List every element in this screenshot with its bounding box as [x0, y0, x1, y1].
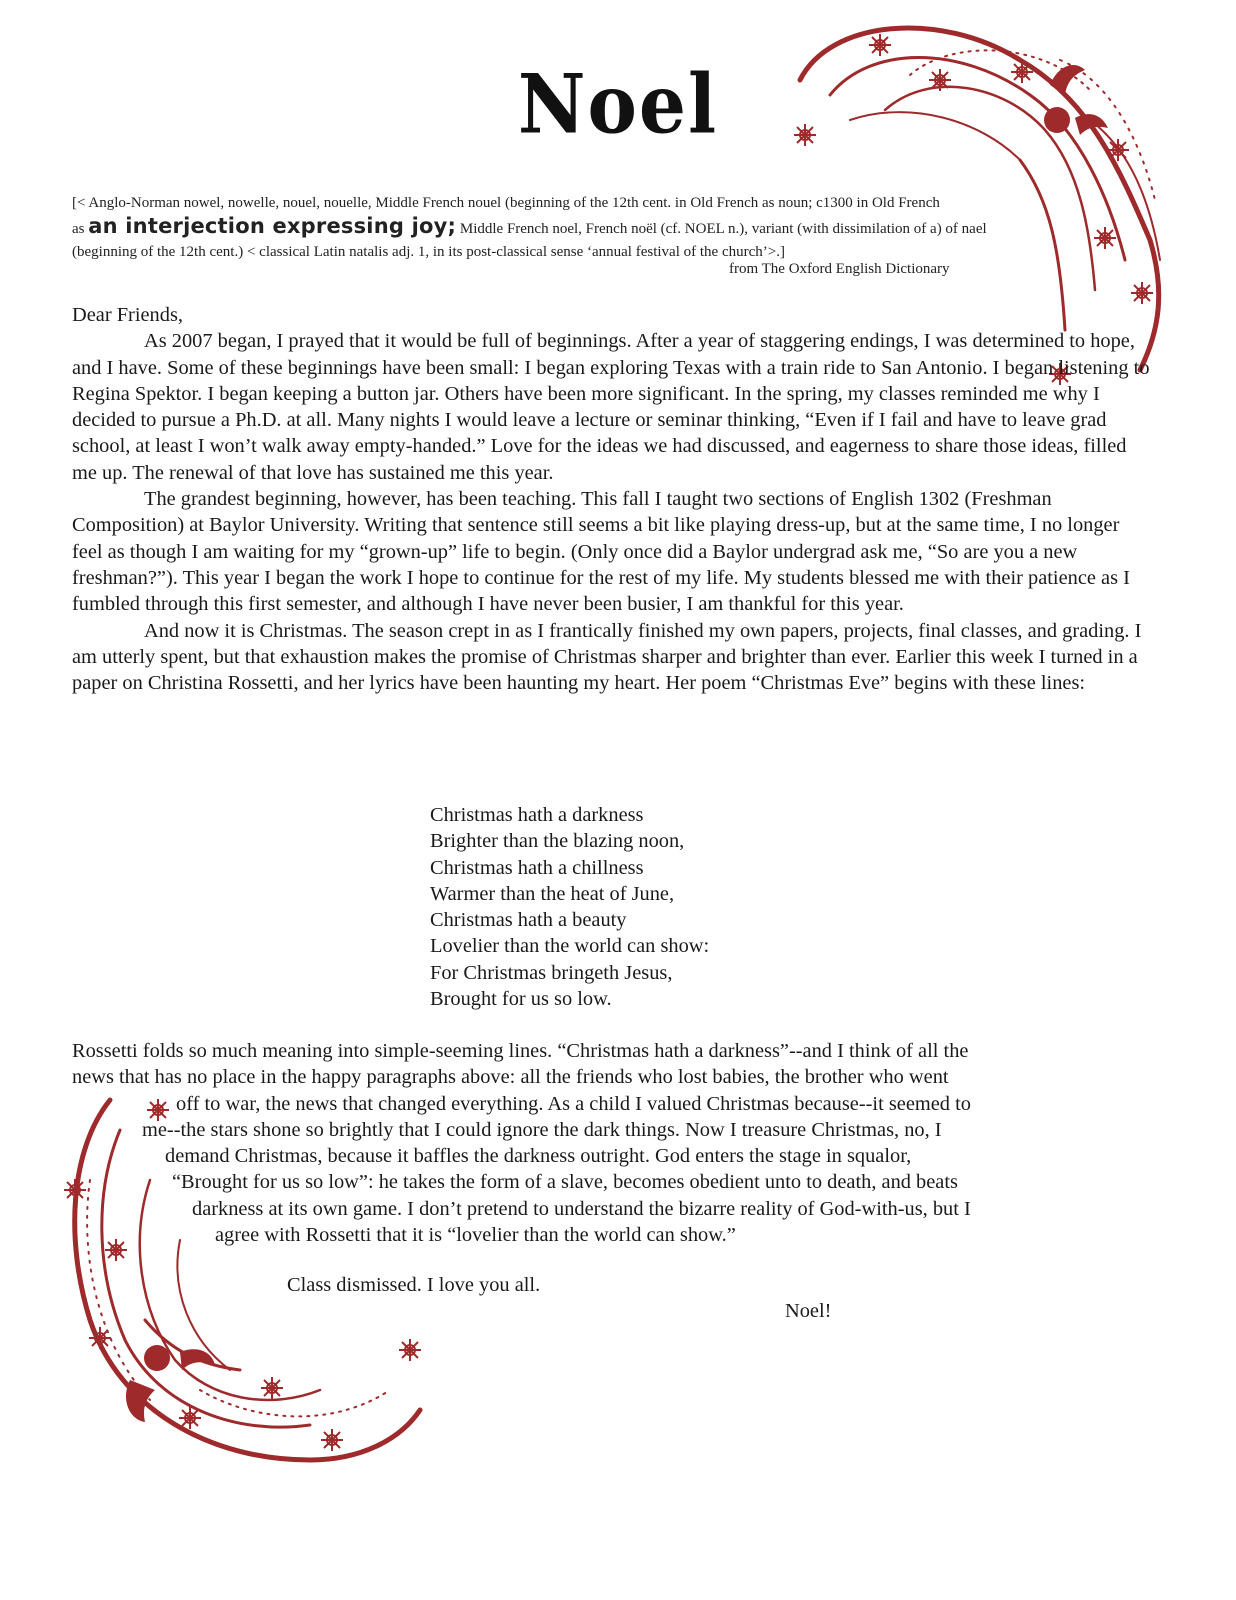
salutation: Dear Friends, [72, 304, 183, 326]
etymology-emphasis: an interjection expressing joy; [88, 214, 457, 238]
paragraph-4-line: demand Christmas, because it baffles the darkness outright. God enters the stage in squalor, [165, 1145, 912, 1168]
letter-body [72, 302, 1152, 696]
paragraph-4-line: darkness at its own game. I don’t pretend to understand the bizarre reality of God-with-us, but I [192, 1197, 971, 1220]
poem-line: Warmer than the heat of June, [430, 882, 675, 905]
paragraph-4-line: news that has no place in the happy paragraphs above: all the friends who lost babies, the brother who went [72, 1066, 949, 1089]
poem-line: Christmas hath a beauty [430, 909, 627, 932]
poem-line: Brighter than the blazing noon, [430, 830, 685, 853]
paragraph-4-line: Rossetti folds so much meaning into simple-seeming lines. “Christmas hath a darkness”--and I think of all the [72, 1040, 969, 1062]
paragraph-4-line: me--the stars shone so brightly that I could ignore the dark things. Now I treasure Christmas, no, I [142, 1118, 942, 1141]
signature: Noel! [785, 1300, 832, 1322]
paragraph-2: The grandest beginning, however, has been teaching. This fall I taught two sections of English 1302 (Freshman Composition) at Baylor University. Writing that sentence still seems a bit like playing dress-up, but at the same time, I no longer feel as though I am waiting for my “grown-up” life to begin. (Only once did a Baylor undergrad ask me, “So are you a new freshman?”). This year I began the work I hope to continue for the rest of my life. My students blessed me with their patience as I fumbled through this first semester, and although I have never been busier, I am thankful for this year. [72, 488, 1130, 616]
poem-line: Christmas hath a chillness [430, 856, 644, 879]
etymology-line-3: (beginning of the 12th cent.) < classical Latin natalis adj. 1, in its post-classical sense ‘annual festival of the church’>.] [72, 244, 785, 260]
paragraph-3: And now it is Christmas. The season crept in as I frantically finished my own papers, projects, final classes, and grading. I am utterly spent, but that exhaustion makes the promise of Christmas sharper and brighter than ever. Earlier this week I turned in a paper on Christina Rossetti, and her lyrics have been haunting my heart. Her poem “Christmas Eve” begins with these lines: [72, 619, 1142, 695]
etymology-line-2-rest: Middle French noel, French noël (cf. NOEL n.), variant (with dissimilation of a) of nael [456, 221, 987, 237]
closing-line: Class dismissed. I love you all. [287, 1274, 541, 1296]
dictionary-source: from The Oxford English Dictionary [729, 261, 950, 277]
etymology-block [72, 192, 1062, 264]
paragraph-4-line: off to war, the news that changed everything. As a child I valued Christmas because--it seemed to [176, 1092, 971, 1115]
poem-line: For Christmas bringeth Jesus, [430, 961, 673, 984]
paragraph-4-line: agree with Rossetti that it is “lovelier than the world can show.” [215, 1224, 736, 1247]
poem-line: Christmas hath a darkness [430, 804, 644, 826]
paragraph-4-line: “Brought for us so low”: he takes the form of a slave, becomes obedient unto to death, and beats [172, 1171, 958, 1194]
page-title: Noel [517, 57, 719, 153]
etymology-line-2 [72, 215, 1062, 241]
poem-block [430, 802, 709, 1012]
poem-line: Brought for us so low. [430, 988, 612, 1011]
paragraph-4 [72, 1038, 1172, 1248]
etymology-prefix: as [72, 221, 89, 237]
etymology-line-1: [< Anglo-Norman nowel, nowelle, nouel, nouelle, Middle French nouel (beginning of the 12th cent. in Old French as noun; c1300 in Old French [72, 195, 940, 211]
poem-line: Lovelier than the world can show: [430, 935, 710, 958]
paragraph-1: As 2007 began, I prayed that it would be full of beginnings. After a year of staggering endings, I was determined to hope, and I have. Some of these beginnings have been small: I began exploring Texas with a train ride to San Antonio. I began listening to Regina Spektor. I began keeping a button jar. Others have been more significant. In the spring, my classes reminded me why I decided to pursue a Ph.D. at all. Many nights I would leave a lecture or seminar thinking, “Even if I fail and have to leave grad school, at least I won’t walk away empty-handed.” Love for the ideas we had discussed, and eagerness to share those ideas, filled me up. The renewal of that love has sustained me this year. [72, 330, 1150, 484]
